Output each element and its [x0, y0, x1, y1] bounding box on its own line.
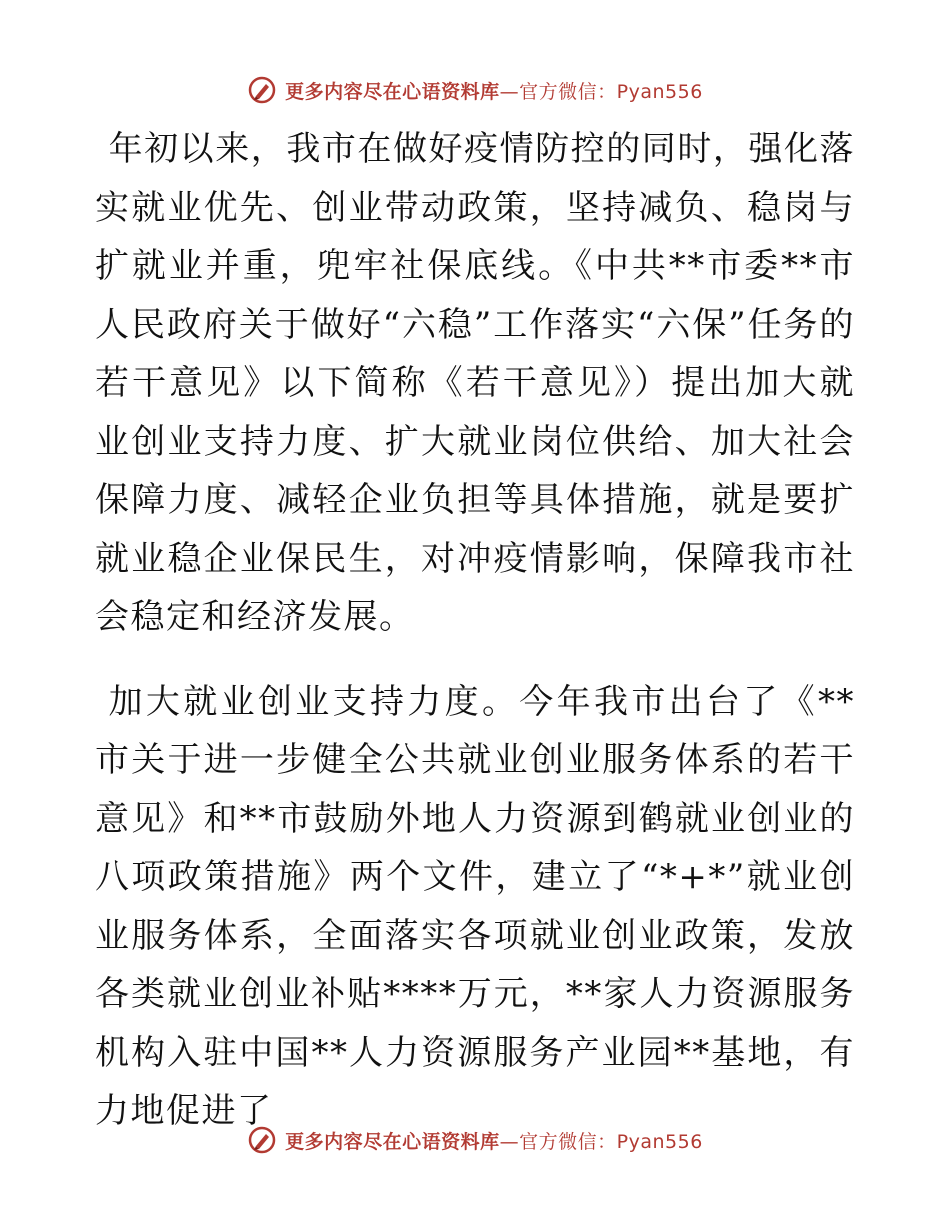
pen-logo-icon	[247, 1125, 277, 1155]
header-wechat-text: —官方微信：Pyan556	[499, 80, 703, 103]
footer-wechat-text: —官方微信：Pyan556	[499, 1130, 703, 1153]
header-banner-text	[285, 77, 703, 104]
paragraph-1: 年初以来，我市在做好疫情防控的同时，强化落实就业优先、创业带动政策，坚持减负、稳岗与扩就业并重，兜牢社保底线。《中共**市委**市人民政府关于做好“六稳”工作落实“六保”任务的若干意见》以下简称《若干意见》）提出加大就业创业支持力度、扩大就业岗位供给、加大社会保障力度、减轻企业负担等具体措施，就是要扩就业稳企业保民生，对冲疫情影响，保障我市社会稳定和经济发展。	[95, 129, 855, 637]
footer-site-text: 更多内容尽在心语资料库	[285, 1130, 500, 1153]
document-body	[95, 120, 855, 1167]
header-site-text: 更多内容尽在心语资料库	[285, 80, 500, 103]
header-banner	[0, 70, 950, 110]
footer-banner	[0, 1120, 950, 1160]
paragraph-2: 加大就业创业支持力度。今年我市出台了《**市关于进一步健全公共就业创业服务体系的若干意见》和**市鼓励外地人力资源到鹤就业创业的八项政策措施》两个文件，建立了“*+*”就业创业服务体系，全面落实各项就业创业政策，发放各类就业创业补贴****万元，**家人力资源服务机构入驻中国**人力资源服务产业园**基地，有力地促进了	[95, 681, 855, 1131]
pen-logo-icon	[247, 75, 277, 105]
footer-banner-text	[285, 1127, 703, 1154]
